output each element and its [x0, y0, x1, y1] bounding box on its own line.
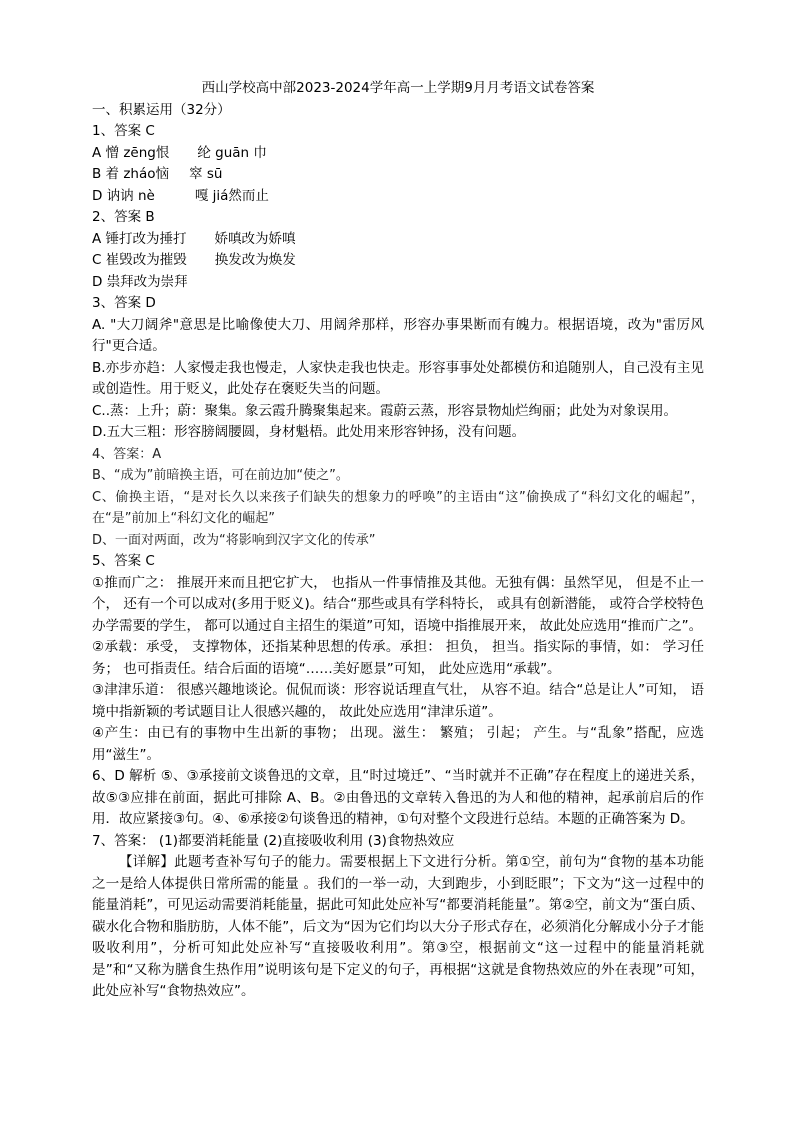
q1-option-a: A 憎 zēng恨 纶 guān 巾: [92, 144, 267, 161]
q3-option-d: D.五大三粗：形容膀阔腰圆，身材魁梧。此处用来形容钟扬，没有问题。: [92, 424, 526, 440]
q4-option-c: C、偷换主语，“是对长久以来孩子们缺失的想象力的呼唤”的主语由“这”偷换成了“科幻文化的崛起”，在“是”前加上“科幻文化的崛起”: [92, 489, 704, 526]
q7-head: 7、答案： (1)都要消耗能量 (2)直接吸收利用 (3)食物热效应: [92, 832, 455, 849]
q5-item-1: ①推而广之： 推展开来而且把它扩大， 也指从一件事情推及其他。无独有偶：虽然罕见， 但是不止一个， 还有一个可以成对(多用于贬义)。结合“那些或具有学科特长， 或具有创新潜能， 或符合学校特色办学需要的学生， 都可以通过自主招生的渠道”可知，语境中指推展开来， 故此处应选用“推而广之”。: [92, 574, 704, 634]
q4-option-d: D、一面对两面，改为“将影响到汉字文化的传承”: [92, 532, 376, 548]
q4-option-b: B、“成为”前暗换主语，可在前边加“使之”。: [92, 468, 349, 483]
answer-sheet: [92, 78, 704, 1003]
q5-item-4: ④产生：由已有的事物中生出新的事物； 出现。滋生： 繁殖； 引起； 产生。与“乱象”搭配，应选用“滋生”。: [92, 725, 704, 763]
section-heading: 一、积累运用（32分）: [92, 101, 231, 118]
q2-option-d: D 祟拜改为崇拜: [92, 273, 188, 290]
q3-option-b: B.亦步亦趋：人家慢走我也慢走，人家快走我也快走。形容事事处处都模仿和追随别人，自己没有主见或创造性。用于贬义，此处存在褒贬失当的问题。: [92, 359, 704, 397]
q5-head: 5、答案 C: [92, 553, 155, 569]
q3-option-c: C..蒸：上升；蔚：聚集。象云霞升腾聚集起来。霞蔚云蒸，形容景物灿烂绚丽；此处为对象误用。: [92, 402, 678, 419]
q1-option-b: B 着 zháo恼 窣 sū: [92, 166, 223, 182]
q6-answer: 6、D 解析 ⑤、③承接前文谈鲁迅的文章，且“时过境迁”、“当时就并不正确”存在程度上的递进关系，故⑤③应排在前面，据此可排除 A、B。②由鲁迅的文章转入鲁迅的为人和他的精神，起承前启后的作用．故应紧接③句。④、⑥承接②句谈鲁迅的精神，①句对整个文段进行总结。本题的正确答案为 D。: [92, 768, 704, 827]
q1-head: 1、答案 C: [92, 123, 155, 139]
q3-head: 3、答案 D: [92, 295, 156, 311]
q5-item-2: ②承载：承受， 支撑物体，还指某种思想的传承。承担： 担负， 担当。指实际的事情，如： 学习任务； 也可指责任。结合后面的语境“……美好愿景”可知， 此处应选用“承载”。: [92, 639, 704, 677]
page-title: 西山学校高中部2023-2024学年高一上学期9月月考语文试卷答案: [201, 80, 595, 96]
q2-option-a: A 锤打改为捶打 娇嗔改为娇嗔: [92, 230, 296, 247]
q2-option-c: C 崔毁改为摧毁 换发改为焕发: [92, 252, 296, 268]
q3-option-a: A. "大刀阔斧"意思是比喻像使大刀、用阔斧那样，形容办事果断而有魄力。根据语境，改为"雷厉风行"更合适。: [92, 316, 704, 354]
q2-head: 2、答案 B: [92, 209, 155, 225]
q5-item-3: ③津津乐道： 很感兴趣地谈论。侃侃而谈：形容说话理直气壮， 从容不迫。结合“总是让人”可知， 语境中指新颖的考试题目让人很感兴趣的， 故此处应选用“津津乐道”。: [92, 682, 704, 720]
q4-head: 4、答案：A: [92, 446, 162, 462]
q1-option-d: D 讷讷 nè 嘎 jiá然而止: [92, 187, 269, 204]
q7-detail: 【详解】此题考查补写句子的能力。需要根据上下文进行分析。第①空，前句为“食物的基本功能之一是给人体提供日常所需的能量 。我们的一举一动，大到跑步，小到眨眼”；下文为“这一过程中的能量消耗”，可见运动需要消耗能量，据此可知此处应补写“都要消耗能量”。第②空，前文为“蛋白质、碳水化合物和脂肪肪，人体不能”，后文为“因为它们均以大分子形式存在，必须消化分解成小分子才能吸收利用”，分析可知此处应补写“直接吸收利用”。第③空，根据前文“这一过程中的能量消耗就是”和“又称为膳食生热作用”说明该句是下定义的句子，再根据“这就是食物热效应的外在表现”可知，此处应补写“食物热效应”。: [92, 854, 704, 999]
